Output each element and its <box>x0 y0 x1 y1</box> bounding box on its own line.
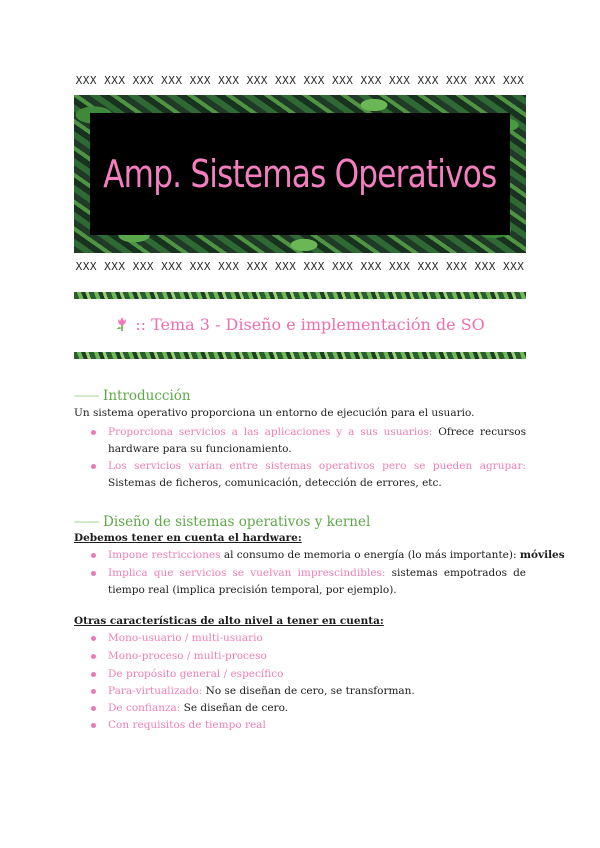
document-title: Amp. Sistemas Operativos <box>103 152 497 196</box>
list-item: Mono-proceso / multi-proceso <box>108 648 526 665</box>
list-item: Con requisitos de tiempo real <box>108 717 526 734</box>
topic-heading-text: :: Tema 3 - Diseño e implementación de SO <box>135 315 485 334</box>
topic-heading <box>74 315 526 334</box>
features-subtitle: Otras características de alto nivel a tener en cuenta: <box>74 615 384 627</box>
list-item: Implica que servicios se vuelvan imprescindibles: sistemas empotrados de tiempo real (implica precisión temporal, por ejemplo). <box>108 565 526 599</box>
decorative-x-row-bottom: XXX XXX XXX XXX XXX XXX XXX XXX XXX XXX XXX XXX XXX XXX XXX XXX <box>75 260 525 273</box>
section-heading-introduccion: —— Introducción <box>74 388 191 404</box>
list-item: Los servicios varían entre sistemas operativos pero se pueden agrupar: Sistemas de ficheros, comunicación, detección de errores, etc. <box>108 458 526 492</box>
hardware-subtitle: Debemos tener en cuenta el hardware: <box>74 532 302 544</box>
list-item: De confianza: Se diseñan de cero. <box>108 700 526 717</box>
tulip-icon <box>115 316 129 332</box>
list-item: Impone restricciones al consumo de memoria o energía (lo más importante): móviles <box>108 547 526 564</box>
list-item: Proporciona servicios a las aplicaciones y a sus usuarios: Ofrece recursos hardware para su funcionamiento. <box>108 424 526 458</box>
title-box <box>90 113 510 235</box>
leaf-strip-top <box>74 292 526 299</box>
decorative-x-row-top: XXX XXX XXX XXX XXX XXX XXX XXX XXX XXX XXX XXX XXX XXX XXX XXX <box>75 74 525 87</box>
title-banner <box>74 95 526 253</box>
intro-paragraph: Un sistema operativo proporciona un entorno de ejecución para el usuario. <box>74 407 475 419</box>
list-item: Para-virtualizado: No se diseñan de cero, se transforman. <box>108 683 526 700</box>
leaf-strip-bottom <box>74 352 526 359</box>
section-heading-diseno: —— Diseño de sistemas operativos y kernel <box>74 514 371 530</box>
list-item: Mono-usuario / multi-usuario <box>108 630 526 647</box>
list-item: De propósito general / específico <box>108 666 526 683</box>
